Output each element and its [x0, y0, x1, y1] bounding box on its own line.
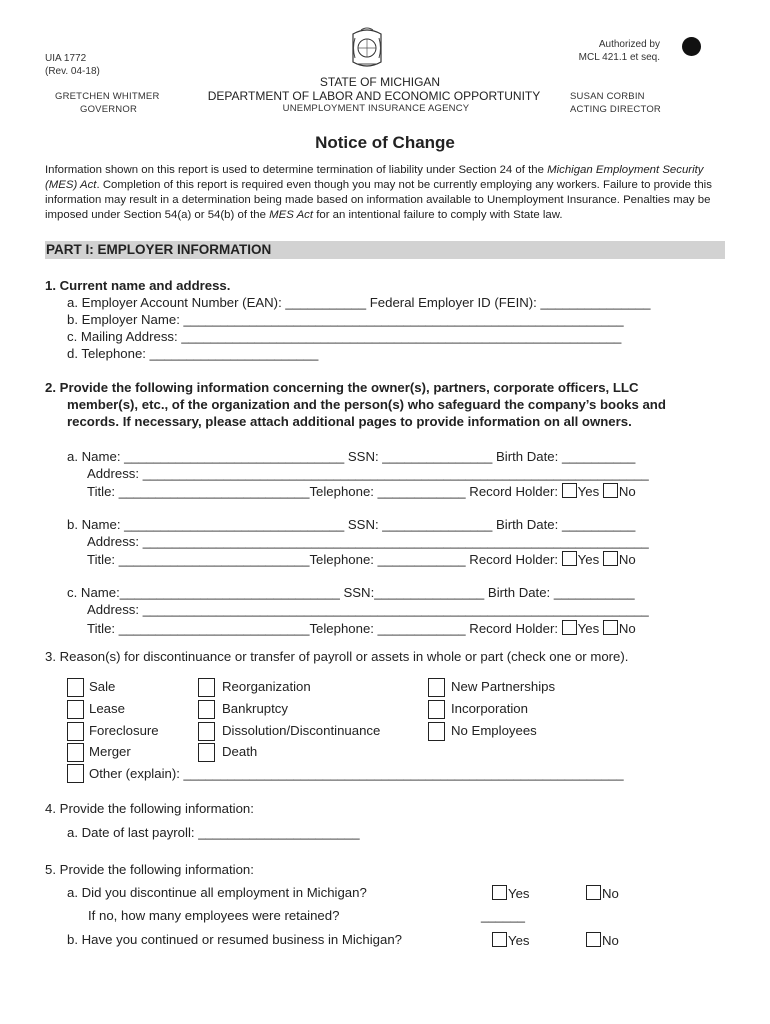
owner-c-yes-label: Yes: [577, 621, 600, 636]
owner-a-no-label: No: [618, 484, 636, 499]
owner-c-no-label: No: [618, 621, 636, 636]
q1-mailing-address-field[interactable]: c. Mailing Address: ____________________________________________________________: [67, 329, 622, 344]
intro-paragraph: [45, 163, 735, 223]
owner-c-record-yes-checkbox[interactable]: [562, 620, 577, 635]
q2-title-line2: member(s), etc., of the organization and the person(s) who safeguard the company’s books and: [67, 397, 666, 412]
q5b-yes-checkbox[interactable]: [492, 932, 507, 947]
q2-title-line3: records. If necessary, please attach additional pages to provide information on all owners.: [67, 414, 632, 429]
reason-merger-label: Merger: [89, 744, 131, 759]
owner-a-record-yes-checkbox[interactable]: [562, 483, 577, 498]
q5b-no-checkbox[interactable]: [586, 932, 601, 947]
owner-b-title-phone-text: Title: __________________________Telephone: ____________ Record Holder:: [87, 552, 558, 567]
q4-title: 4. Provide the following information:: [45, 801, 254, 816]
owner-c-title-phone[interactable]: [87, 620, 636, 636]
owner-a-record-no-checkbox[interactable]: [603, 483, 618, 498]
q5a-question: a. Did you discontinue all employment in Michigan?: [67, 885, 367, 900]
owner-a-title-phone-text: Title: __________________________Telephone: ____________ Record Holder:: [87, 484, 558, 499]
owner-b-address[interactable]: Address: _____________________________________________________________________: [87, 534, 649, 549]
reason-lease-label: Lease: [89, 701, 125, 716]
reason-bankruptcy-checkbox[interactable]: [198, 700, 215, 719]
owner-b-record-no-checkbox[interactable]: [603, 551, 618, 566]
director-name: SUSAN CORBIN: [570, 91, 645, 102]
governor-name: GRETCHEN WHITMER: [55, 91, 160, 102]
reason-incorporation-checkbox[interactable]: [428, 700, 445, 719]
reason-reorganization-label: Reorganization: [222, 679, 311, 694]
reason-death-checkbox[interactable]: [198, 743, 215, 762]
q1-ean-fein-field[interactable]: a. Employer Account Number (EAN): ___________ Federal Employer ID (FEIN): _______________: [67, 295, 651, 310]
q5a-yes-label: Yes: [508, 886, 530, 901]
reason-lease-checkbox[interactable]: [67, 700, 84, 719]
owner-b-no-label: No: [618, 552, 636, 567]
intro-text-3: for an intentional failure to comply with State law.: [313, 209, 563, 221]
owner-c-record-no-checkbox[interactable]: [603, 620, 618, 635]
reason-merger-checkbox[interactable]: [67, 743, 84, 762]
reason-sale-label: Sale: [89, 679, 116, 694]
reason-dissolution-checkbox[interactable]: [198, 722, 215, 741]
owner-a-yes-label: Yes: [577, 484, 600, 499]
q5b-yes-label: Yes: [508, 933, 530, 948]
owner-a-address[interactable]: Address: _____________________________________________________________________: [87, 466, 649, 481]
reason-foreclosure-checkbox[interactable]: [67, 722, 84, 741]
q5b-question: b. Have you continued or resumed business in Michigan?: [67, 932, 403, 947]
owner-b-yes-label: Yes: [577, 552, 600, 567]
q5a-yes-option[interactable]: [492, 885, 530, 901]
agency-name: UNEMPLOYMENT INSURANCE AGENCY: [282, 103, 470, 114]
reason-other-field[interactable]: Other (explain): ____________________________________________________________: [89, 766, 624, 781]
michigan-seal-icon: [349, 26, 385, 70]
director-title: ACTING DIRECTOR: [570, 104, 661, 115]
state-name: STATE OF MICHIGAN: [319, 75, 441, 89]
q5a-yes-checkbox[interactable]: [492, 885, 507, 900]
q5-retained-question: If no, how many employees were retained?: [88, 908, 340, 923]
reason-bankruptcy-label: Bankruptcy: [222, 701, 288, 716]
intro-act-short: MES Act: [269, 209, 314, 221]
owner-a-name-ssn-birth[interactable]: a. Name: ______________________________ SSN: _______________ Birth Date: __________: [67, 449, 636, 464]
owner-b-name-ssn-birth[interactable]: b. Name: ______________________________ SSN: _______________ Birth Date: __________: [67, 517, 636, 532]
part1-heading-bar: [45, 241, 725, 259]
q5b-no-label: No: [602, 933, 619, 948]
reason-new-partnerships-label: New Partnerships: [451, 679, 556, 694]
form-number: UIA 1772: [45, 53, 87, 64]
intro-act-name: Michigan Employment Security (MES) Act: [45, 164, 704, 191]
q1-title: 1. Current name and address.: [45, 278, 231, 293]
reason-no-employees-checkbox[interactable]: [428, 722, 445, 741]
q5-title: 5. Provide the following information:: [45, 862, 254, 877]
owner-c-name-ssn-birth[interactable]: c. Name:______________________________ SSN:_______________ Birth Date: ___________: [67, 585, 635, 600]
reason-sale-checkbox[interactable]: [67, 678, 84, 697]
q4-last-payroll-field[interactable]: a. Date of last payroll: ______________________: [67, 825, 360, 840]
q5a-no-checkbox[interactable]: [586, 885, 601, 900]
reason-no-employees-label: No Employees: [451, 723, 537, 738]
part1-heading: PART I: EMPLOYER INFORMATION: [46, 242, 272, 257]
page-title: Notice of Change: [315, 133, 455, 152]
black-dot-marker: [682, 37, 701, 56]
owner-b-title-phone[interactable]: [87, 551, 636, 567]
reason-reorganization-checkbox[interactable]: [198, 678, 215, 697]
owner-c-title-phone-text: Title: __________________________Telephone: ____________ Record Holder:: [87, 621, 558, 636]
reason-foreclosure-label: Foreclosure: [89, 723, 159, 738]
q1-telephone-field[interactable]: d. Telephone: _______________________: [67, 346, 319, 361]
department-name: DEPARTMENT OF LABOR AND ECONOMIC OPPORTUNITY: [207, 89, 541, 103]
q3-title: 3. Reason(s) for discontinuance or transfer of payroll or assets in whole or part (check one or more).: [45, 649, 629, 664]
intro-text-2: . Completion of this report is required even though you may not be currently employing any workers. Failure to provide this information may result in a determination being made based on information available to Unemployment Insurance. Penalties may be imposed under Section 54(a) or 54(b) of the: [45, 179, 712, 221]
q5-retained-field[interactable]: ______: [481, 908, 526, 923]
q1-employer-name-field[interactable]: b. Employer Name: ____________________________________________________________: [67, 312, 624, 327]
authorized-statute: MCL 421.1 et seq.: [578, 52, 660, 63]
owner-c-address[interactable]: Address: _____________________________________________________________________: [87, 602, 649, 617]
governor-title: GOVERNOR: [80, 104, 138, 115]
q5b-no-option[interactable]: [586, 932, 619, 948]
q5b-yes-option[interactable]: [492, 932, 530, 948]
reason-incorporation-label: Incorporation: [451, 701, 528, 716]
reason-dissolution-label: Dissolution/Discontinuance: [222, 723, 381, 738]
authorized-by: Authorized by: [598, 39, 660, 50]
form-revision: (Rev. 04-18): [45, 66, 100, 77]
reason-new-partnerships-checkbox[interactable]: [428, 678, 445, 697]
reason-death-label: Death: [222, 744, 258, 759]
intro-text-1: Information shown on this report is used to determine termination of liability under Section 24 of the: [45, 164, 548, 176]
reason-other-checkbox[interactable]: [67, 764, 84, 783]
q5a-no-option[interactable]: [586, 885, 619, 901]
owner-b-record-yes-checkbox[interactable]: [562, 551, 577, 566]
q5a-no-label: No: [602, 886, 619, 901]
owner-a-title-phone[interactable]: [87, 483, 636, 499]
q2-title-line1: 2. Provide the following information concerning the owner(s), partners, corporate officers, LLC: [45, 380, 639, 395]
